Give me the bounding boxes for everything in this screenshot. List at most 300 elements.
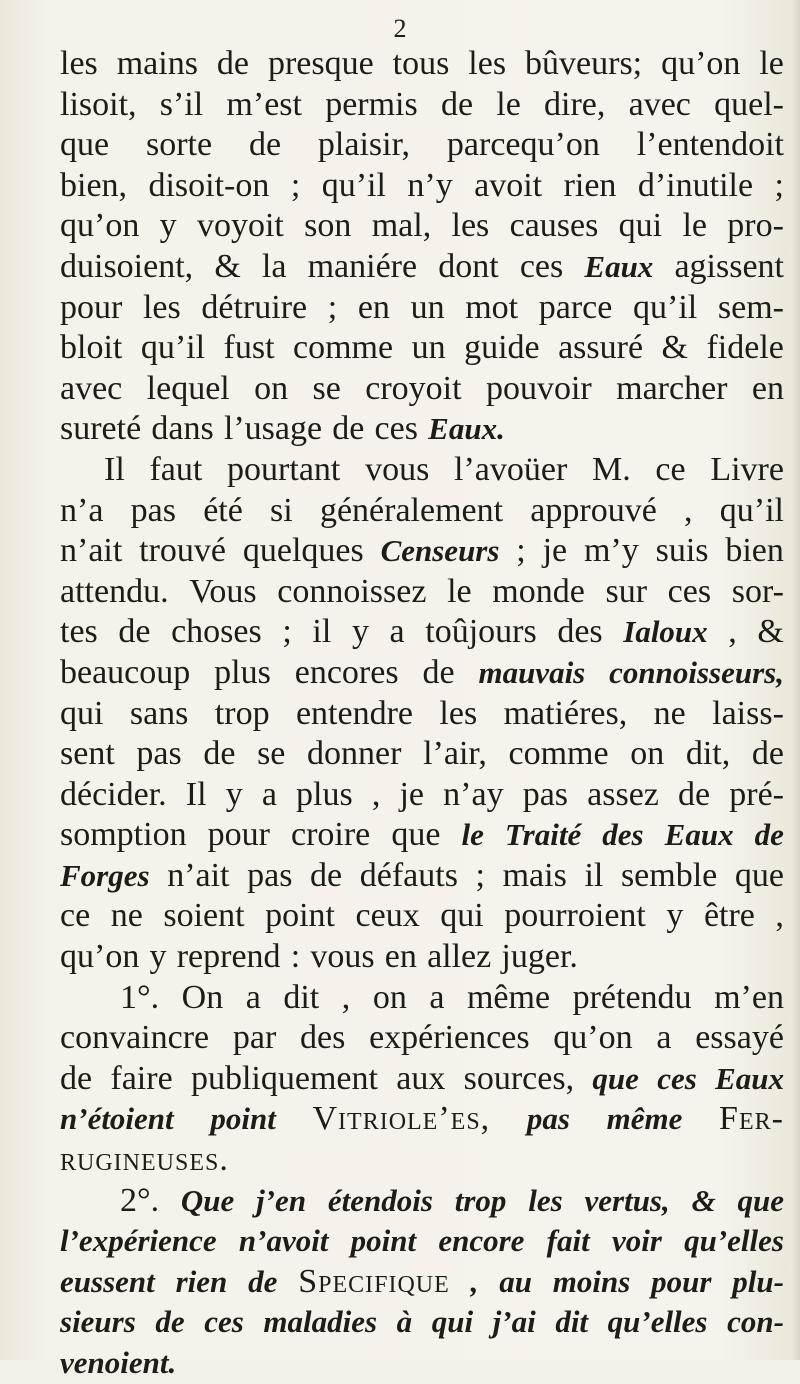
- word: les: [142, 288, 181, 326]
- word: de: [754, 817, 784, 853]
- word: pour: [651, 1263, 712, 1299]
- word: au: [499, 1263, 532, 1299]
- word: fait: [546, 1223, 590, 1259]
- word: con-: [727, 1304, 784, 1340]
- text-line: [60, 206, 784, 247]
- word: d’inutile: [637, 166, 754, 204]
- word: point: [265, 897, 335, 935]
- text-line: [60, 653, 784, 694]
- word: des: [300, 1019, 346, 1057]
- page-number: 2: [393, 14, 407, 43]
- text-line: [60, 1262, 784, 1303]
- word: permis: [325, 85, 418, 123]
- word: point: [210, 1101, 276, 1137]
- word: convaincre: [60, 1019, 210, 1057]
- word: rugineuses.: [60, 1141, 229, 1179]
- word: avec: [628, 85, 691, 123]
- word: ;: [282, 613, 292, 651]
- word: de: [440, 85, 474, 123]
- word: allez: [427, 938, 492, 976]
- word: plus: [296, 775, 353, 813]
- word: y: [666, 897, 684, 935]
- word: il: [584, 856, 604, 894]
- word: dit: [283, 978, 320, 1016]
- word: que: [60, 126, 110, 164]
- word: guide: [464, 329, 540, 367]
- word: a: [656, 1019, 672, 1057]
- word: de: [203, 735, 236, 773]
- word: ;: [290, 166, 301, 204]
- word: lequel: [146, 369, 230, 407]
- word: dans: [151, 410, 214, 448]
- word: publiquement: [190, 1059, 378, 1097]
- text-line: [60, 166, 784, 207]
- word: ceux: [355, 897, 420, 935]
- word: voyoit: [196, 207, 284, 245]
- word: par: [232, 1019, 277, 1057]
- word: mains: [116, 45, 198, 82]
- word: le: [496, 85, 521, 123]
- word: presque: [267, 45, 374, 82]
- word: choses: [171, 613, 262, 651]
- word: de: [310, 856, 343, 894]
- word: encore: [438, 1223, 525, 1259]
- word: moins: [552, 1263, 631, 1299]
- word: ,: [341, 978, 351, 1016]
- word: se: [257, 735, 286, 773]
- word: ,: [470, 1263, 479, 1299]
- word: de: [248, 1263, 278, 1299]
- word: rien: [563, 166, 617, 204]
- word: je: [399, 775, 425, 813]
- word: de: [60, 1059, 93, 1097]
- word: comme: [508, 735, 609, 773]
- word: pourtant: [227, 450, 341, 488]
- word: point: [350, 1223, 417, 1259]
- word: comme: [293, 329, 394, 367]
- word: ;: [774, 166, 784, 204]
- word: rien: [175, 1263, 228, 1299]
- word: y: [159, 207, 177, 245]
- word: le: [682, 207, 707, 245]
- text-line: [60, 85, 784, 126]
- word: bloit: [60, 329, 123, 367]
- word: ;: [516, 532, 526, 570]
- word: en: [751, 369, 784, 407]
- word: vertus,: [584, 1182, 670, 1218]
- word: agissent: [674, 247, 784, 285]
- text-line: [60, 1343, 784, 1384]
- word: un: [411, 329, 446, 367]
- word: trop: [454, 1182, 507, 1218]
- word: étendois: [327, 1182, 433, 1218]
- text-line: [60, 1181, 784, 1222]
- word: les: [468, 45, 507, 82]
- word: de: [216, 45, 249, 82]
- word: parcequ’on: [446, 126, 600, 164]
- word: les: [439, 694, 478, 732]
- word: l’usage: [223, 410, 323, 448]
- word: n’a: [60, 491, 104, 529]
- text-line: [60, 247, 784, 288]
- word: ne: [653, 694, 686, 732]
- word: Specifique: [298, 1262, 450, 1300]
- word: Il: [104, 450, 125, 488]
- word: l’avoüer: [454, 450, 568, 488]
- text-line: [60, 856, 784, 897]
- word: bûveurs;: [525, 45, 643, 82]
- word: &: [661, 329, 688, 367]
- word: ces: [374, 410, 418, 448]
- word: Que: [180, 1182, 235, 1218]
- word: Eaux: [584, 248, 654, 284]
- word: sans: [129, 694, 189, 732]
- word: sieurs: [60, 1304, 136, 1340]
- text-line: [60, 937, 784, 978]
- word: Eaux: [664, 817, 734, 853]
- word: qu’on: [553, 1019, 633, 1057]
- word: pas: [130, 491, 176, 529]
- word: des: [557, 613, 603, 651]
- word: trop: [214, 694, 270, 732]
- word: :: [290, 938, 301, 976]
- word: y: [225, 775, 243, 813]
- word: décider.: [60, 775, 167, 813]
- word: monde: [492, 572, 585, 610]
- word: sorte: [145, 126, 213, 164]
- word: plus: [214, 653, 271, 691]
- text-line: [60, 896, 784, 937]
- word: faire: [110, 1059, 173, 1097]
- word: été: [203, 491, 243, 529]
- word: toûjours: [425, 613, 537, 651]
- word: ,: [775, 897, 784, 935]
- word: le: [447, 572, 472, 610]
- body-text: [60, 44, 784, 1384]
- word: de: [751, 735, 784, 773]
- word: On: [181, 978, 224, 1016]
- word: matiéres,: [503, 694, 628, 732]
- word: les: [528, 1182, 563, 1218]
- word: expériences: [369, 1019, 530, 1057]
- word: fust: [223, 329, 275, 367]
- word: a: [429, 978, 445, 1016]
- word: l’expérience: [60, 1223, 217, 1259]
- word: de: [118, 613, 151, 651]
- word: 1°.: [120, 978, 160, 1016]
- word: les: [451, 207, 490, 245]
- word: qu’elles: [684, 1223, 784, 1259]
- word: approuvé: [530, 491, 657, 529]
- word: Eaux: [715, 1060, 784, 1096]
- word: qu’on: [60, 207, 140, 245]
- word: faut: [149, 450, 203, 488]
- word: eussent: [60, 1263, 155, 1299]
- word: pas: [522, 775, 569, 813]
- word: disoit-on: [148, 166, 270, 204]
- word: ;: [327, 288, 338, 326]
- word: qui: [618, 207, 663, 245]
- word: avec: [60, 369, 123, 407]
- word: donner: [307, 735, 402, 773]
- word: à: [396, 1304, 413, 1340]
- word: ces: [519, 247, 564, 285]
- word: que: [391, 816, 441, 854]
- text-line: [60, 409, 784, 450]
- word: tous: [392, 45, 450, 82]
- word: Traité: [504, 817, 582, 853]
- word: assuré: [558, 329, 644, 367]
- word: j’ai: [492, 1304, 536, 1340]
- word: M.: [591, 450, 631, 488]
- word: n’y: [407, 166, 453, 204]
- word: vous: [365, 450, 430, 488]
- word: plaisir,: [317, 126, 411, 164]
- word: croire: [291, 816, 371, 854]
- word: son: [304, 207, 352, 245]
- word: on: [630, 735, 665, 773]
- word: si: [270, 491, 293, 529]
- word: que: [592, 1060, 639, 1096]
- word: le: [461, 817, 484, 853]
- word: que: [734, 856, 784, 894]
- word: mauvais: [478, 654, 586, 690]
- word: encores: [294, 653, 399, 691]
- word: tes: [60, 613, 98, 651]
- word: mal,: [371, 207, 432, 245]
- word: juger.: [501, 938, 578, 976]
- word: Vitriole’es,: [312, 1100, 491, 1138]
- word: ,: [728, 613, 737, 651]
- word: bien,: [60, 166, 128, 204]
- word: pouvoir: [485, 369, 592, 407]
- word: lisoit,: [60, 85, 137, 123]
- text-line: [60, 328, 784, 369]
- word: somption: [60, 816, 187, 854]
- word: n’avoit: [238, 1223, 329, 1259]
- word: en: [357, 288, 390, 326]
- word: pour: [60, 288, 123, 326]
- word: le: [759, 45, 784, 82]
- word: maniére: [307, 247, 418, 285]
- text-line: [60, 44, 784, 85]
- word: ne: [110, 897, 143, 935]
- word: pré-: [729, 775, 784, 813]
- text-line: [60, 572, 784, 613]
- text-line: [60, 1302, 784, 1343]
- text-line: [60, 125, 784, 166]
- word: m’est: [226, 85, 302, 123]
- word: mais: [502, 856, 567, 894]
- word: ces: [667, 572, 712, 610]
- word: de: [248, 126, 282, 164]
- word: causes: [509, 207, 599, 245]
- word: duisoient,: [60, 247, 194, 285]
- word: Forges: [60, 857, 150, 893]
- word: qui: [60, 694, 104, 732]
- word: semble: [620, 856, 718, 894]
- word: s’il: [159, 85, 204, 123]
- text-line: [60, 775, 784, 816]
- word: détruire: [201, 288, 308, 326]
- word: je: [542, 532, 568, 570]
- word: a: [389, 613, 405, 651]
- word: &: [691, 1182, 716, 1218]
- text-line: [60, 734, 784, 775]
- word: même: [606, 1101, 683, 1137]
- word: a: [261, 775, 277, 813]
- word: de: [155, 1304, 185, 1340]
- word: y: [351, 613, 369, 651]
- word: dont: [438, 247, 499, 285]
- word: être: [703, 897, 755, 935]
- word: n’ait: [60, 532, 123, 570]
- word: qu’elles: [607, 1304, 708, 1340]
- text-line: [60, 369, 784, 410]
- text-line: [60, 450, 784, 491]
- text-line: [60, 288, 784, 329]
- word: Censeurs: [380, 533, 500, 569]
- word: sureté: [60, 410, 142, 448]
- word: sent: [60, 735, 115, 773]
- word: parce: [538, 288, 613, 326]
- word: on: [254, 369, 289, 407]
- word: laiss-: [712, 694, 784, 732]
- text-line: [60, 1221, 784, 1262]
- text-line: [60, 1099, 784, 1140]
- text-line: [60, 612, 784, 653]
- text-line: [60, 491, 784, 532]
- word: pas: [136, 735, 182, 773]
- word: sur: [605, 572, 648, 610]
- word: pro-: [727, 207, 784, 245]
- text-line: [60, 978, 784, 1019]
- word: vous: [310, 938, 375, 976]
- word: &: [757, 613, 784, 651]
- word: assez: [587, 775, 659, 813]
- word: Livre: [710, 450, 784, 488]
- word: qu’il: [633, 288, 698, 326]
- word: connoisseurs,: [609, 654, 784, 690]
- word: ce: [60, 897, 91, 935]
- word: beaucoup: [60, 653, 191, 691]
- word: entendre: [295, 694, 414, 732]
- word: n’étoient: [60, 1101, 174, 1137]
- word: j’en: [256, 1182, 307, 1218]
- word: marcher: [616, 369, 728, 407]
- word: croyoit: [365, 369, 462, 407]
- word: en: [384, 938, 417, 976]
- word: de: [422, 653, 455, 691]
- word: qu’on: [661, 45, 741, 82]
- word: pas: [526, 1101, 570, 1137]
- word: quel-: [714, 85, 784, 123]
- text-line: [60, 531, 784, 572]
- word: m’en: [714, 978, 784, 1016]
- word: ;: [475, 856, 485, 894]
- word: n’ait: [167, 856, 230, 894]
- word: n’ay: [443, 775, 504, 813]
- word: des: [602, 817, 644, 853]
- word: maladies: [263, 1304, 378, 1340]
- word: dire,: [544, 85, 606, 123]
- text-line: [60, 1059, 784, 1100]
- word: Ialoux: [623, 614, 708, 650]
- word: qu’on: [60, 938, 140, 976]
- word: dit,: [685, 735, 731, 773]
- page-edge: [790, 0, 800, 1360]
- word: Eaux.: [428, 411, 505, 447]
- word: Fer-: [719, 1100, 784, 1138]
- text-line: [60, 1018, 784, 1059]
- word: pourroient: [504, 897, 646, 935]
- word: les: [60, 45, 98, 82]
- word: de: [332, 410, 365, 448]
- word: Vous: [189, 572, 257, 610]
- word: sor-: [731, 572, 784, 610]
- word: prétendu: [572, 978, 692, 1016]
- word: l’entendoit: [636, 126, 784, 164]
- word: pour: [207, 816, 270, 854]
- word: sources,: [463, 1059, 575, 1097]
- word: plu-: [732, 1263, 784, 1299]
- word: il: [312, 613, 332, 651]
- word: pas: [247, 856, 293, 894]
- word: ces: [204, 1304, 244, 1340]
- word: avoit: [474, 166, 543, 204]
- word: bien: [725, 532, 784, 570]
- word: même: [466, 978, 551, 1016]
- word: soient: [163, 897, 245, 935]
- word: la: [261, 247, 287, 285]
- word: qu’il: [719, 491, 784, 529]
- word: a: [245, 978, 261, 1016]
- word: venoient.: [60, 1345, 177, 1380]
- word: sem-: [717, 288, 784, 326]
- word: connoissez: [277, 572, 427, 610]
- word: qui: [431, 1304, 474, 1340]
- word: qu’il: [321, 166, 386, 204]
- word: ,: [684, 491, 693, 529]
- word: généralement: [319, 491, 504, 529]
- word: voir: [611, 1223, 662, 1259]
- word: mot: [465, 288, 519, 326]
- word: y: [149, 938, 167, 976]
- word: trouvé: [139, 532, 227, 570]
- word: suis: [655, 532, 709, 570]
- word: reprend: [176, 938, 281, 976]
- text-line: [60, 815, 784, 856]
- word: ces: [657, 1060, 697, 1096]
- word: attendu.: [60, 572, 169, 610]
- word: essayé: [695, 1019, 784, 1057]
- word: que: [737, 1182, 784, 1218]
- word: Il: [185, 775, 207, 813]
- word: fidele: [706, 329, 784, 367]
- word: &: [214, 247, 241, 285]
- word: qui: [440, 897, 484, 935]
- word: quelques: [242, 532, 364, 570]
- word: 2°.: [120, 1181, 160, 1219]
- word: défauts: [359, 856, 458, 894]
- word: on: [372, 978, 407, 1016]
- word: de: [678, 775, 711, 813]
- word: ce: [655, 450, 686, 488]
- word: dit: [555, 1304, 589, 1340]
- word: qu’il: [140, 329, 206, 367]
- text-line: [60, 1140, 784, 1181]
- word: se: [312, 369, 341, 407]
